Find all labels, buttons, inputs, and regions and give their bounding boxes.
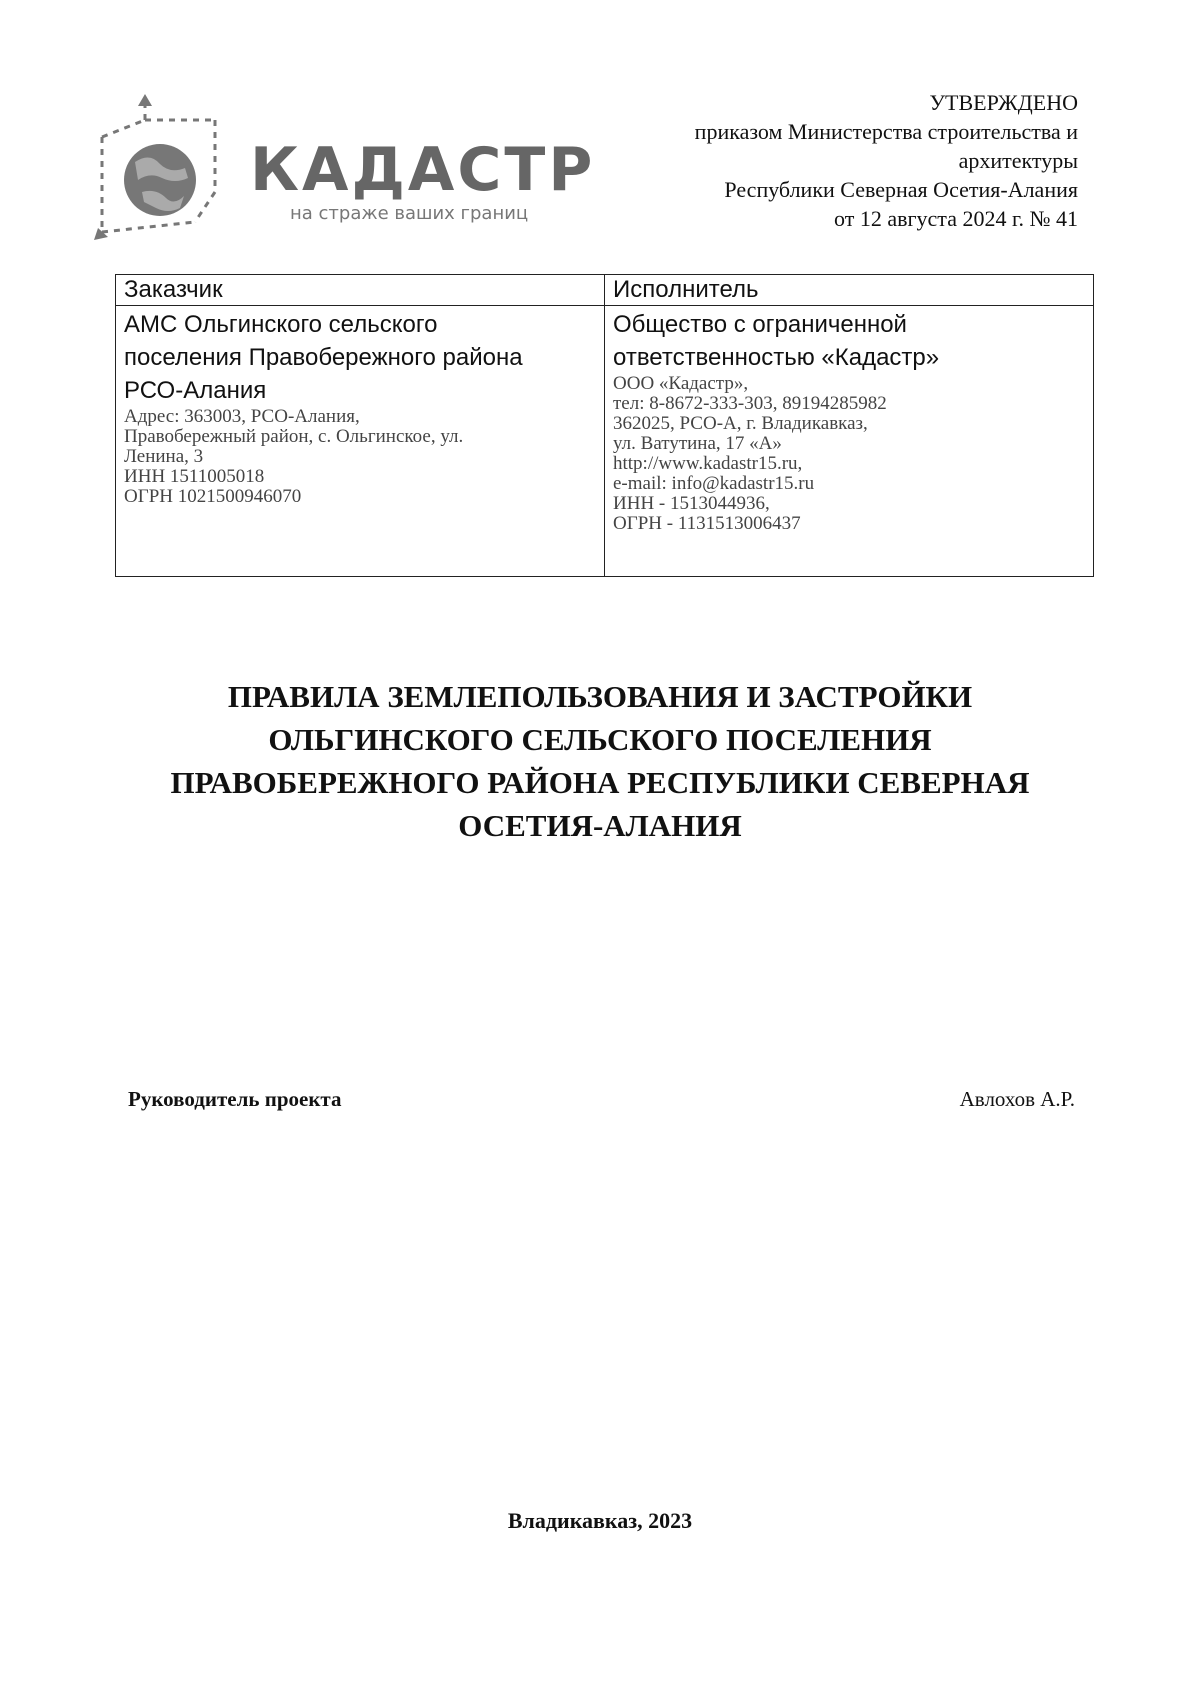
contractor-cell bbox=[605, 306, 1094, 577]
signature-name: Авлохов А.Р. bbox=[959, 1087, 1075, 1111]
contractor-details bbox=[613, 374, 1085, 534]
contractor-website[interactable]: http://www.kadastr15.ru, bbox=[613, 453, 803, 474]
logo-slogan: на страже ваших границ bbox=[290, 203, 529, 224]
table-header-row bbox=[116, 275, 1094, 306]
contractor-detail-line: ООО «Кадастр», bbox=[613, 373, 749, 394]
customer-details bbox=[124, 407, 596, 507]
customer-detail-line: ОГРН 1021500946070 bbox=[124, 486, 302, 507]
approval-line: УТВЕРЖДЕНО bbox=[929, 90, 1078, 115]
contractor-detail-line: ИНН - 1513044936, bbox=[613, 493, 770, 514]
contractor-header: Исполнитель bbox=[605, 275, 1094, 306]
title-line: ОСЕТИЯ-АЛАНИЯ bbox=[458, 808, 742, 843]
contractor-name bbox=[613, 306, 1085, 374]
customer-detail-line: Правобережный район, с. Ольгинское, ул. bbox=[124, 426, 464, 447]
city-year: Владикавказ, 2023 bbox=[507, 1508, 693, 1533]
customer-detail-line: ИНН 1511005018 bbox=[124, 466, 265, 487]
approval-line: от 12 августа 2024 г. № 41 bbox=[834, 206, 1078, 231]
customer-name-line: АМС Ольгинского сельского bbox=[124, 311, 438, 338]
customer-name-line: поселения Правобережного района bbox=[124, 344, 523, 371]
contractor-name-line: Общество с ограниченной bbox=[613, 311, 907, 338]
customer-cell bbox=[116, 306, 605, 577]
contractor-detail-line: ул. Ватутина, 17 «А» bbox=[613, 433, 782, 454]
approval-line: архитектуры bbox=[958, 148, 1078, 173]
company-logo bbox=[90, 92, 596, 252]
approval-line: Республики Северная Осетия-Алания bbox=[724, 177, 1078, 202]
logo-wordmark: КАДАСТР bbox=[250, 135, 596, 205]
customer-name-line: РСО-Алания bbox=[124, 377, 267, 404]
parties-table bbox=[115, 274, 1094, 577]
approval-block bbox=[598, 88, 1078, 233]
customer-detail-line: Адрес: 363003, РСО-Алания, bbox=[124, 406, 360, 427]
title-line: ПРАВОБЕРЕЖНОГО РАЙОНА РЕСПУБЛИКИ СЕВЕРНАЯ bbox=[170, 765, 1030, 800]
title-line: ОЛЬГИНСКОГО СЕЛЬСКОГО ПОСЕЛЕНИЯ bbox=[268, 722, 932, 757]
signature-label: Руководитель проекта bbox=[128, 1087, 342, 1111]
document-title bbox=[100, 675, 1100, 847]
customer-header: Заказчик bbox=[116, 275, 605, 306]
contractor-detail-line: тел: 8-8672-333-303, 89194285982 bbox=[613, 393, 887, 414]
approval-line: приказом Министерства строительства и bbox=[694, 119, 1078, 144]
contractor-detail-line: ОГРН - 1131513006437 bbox=[613, 513, 801, 534]
contractor-email[interactable]: e-mail: info@kadastr15.ru bbox=[613, 473, 815, 494]
contractor-name-line: ответственностью «Кадастр» bbox=[613, 344, 940, 371]
globe-frame-icon bbox=[90, 92, 250, 252]
contractor-detail-line: 362025, РСО-А, г. Владикавказ, bbox=[613, 413, 868, 434]
title-line: ПРАВИЛА ЗЕМЛЕПОЛЬЗОВАНИЯ И ЗАСТРОЙКИ bbox=[227, 679, 973, 714]
customer-detail-line: Ленина, 3 bbox=[124, 446, 204, 467]
customer-name bbox=[124, 306, 596, 407]
table-row bbox=[116, 306, 1094, 577]
